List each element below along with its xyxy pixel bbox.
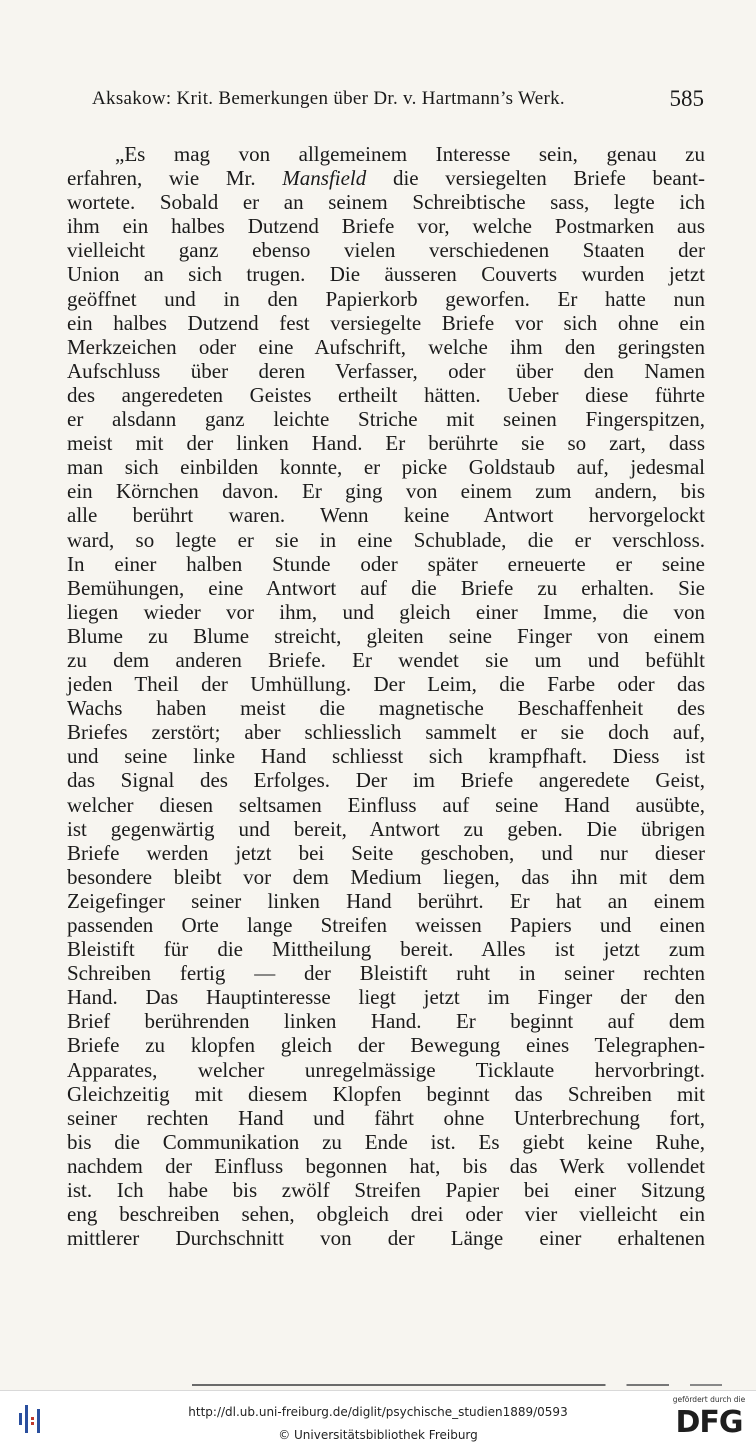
text-segment: die versiegelten Briefe beant- (366, 166, 705, 191)
text-line: das Signal des Erfolges. Der im Briefe angeredete Geist, (67, 768, 705, 793)
page-number: 585 (669, 86, 704, 111)
text-line: Merkzeichen oder eine Aufschrift, welche ihm den geringsten (67, 334, 705, 359)
permalink-url[interactable]: http://dl.ub.uni-freiburg.de/diglit/psychische_studien1889/0593 (188, 1405, 568, 1419)
text-line: Briefes zerstört; aber schliesslich sammelt er sie doch auf, (67, 720, 705, 745)
dfg-logo-icon (670, 1395, 748, 1445)
text-line: Aufschluss über deren Verfasser, oder über den Namen (67, 358, 705, 383)
text-line: besondere bleibt vor dem Medium liegen, das ihn mit dem (67, 864, 705, 889)
text-line: jeden Theil der Umhüllung. Der Leim, die Farbe oder das (67, 672, 705, 697)
text-line: alle berührt waren. Wenn keine Antwort hervorgelockt (67, 503, 705, 528)
viewer-footer (0, 1390, 756, 1449)
dfg-mark: DFG (675, 1405, 743, 1440)
text-line: ward, so legte er sie in eine Schublade, die er verschloss. (67, 527, 705, 552)
text-line: passenden Orte lange Streifen weissen Papiers und einen (67, 913, 705, 937)
text-line: ein Körnchen davon. Er ging von einem zum andern, bis (67, 479, 705, 504)
text-line: liegen wieder vor ihm, und gleich einer Imme, die von (67, 599, 705, 624)
text-line: Gleichzeitig mit diesem Klopfen beginnt das Schreiben mit (67, 1081, 705, 1106)
text-line: ein halbes Dutzend fest versiegelte Briefe vor sich ohne ein (67, 310, 705, 335)
text-segment: erfahren, wie Mr. (67, 166, 283, 191)
text-line: Apparates, welcher unregelmässige Ticklaute hervorbringt. (67, 1057, 705, 1082)
text-line: Bleistift für die Mittheilung bereit. Alles ist jetzt zum (67, 937, 705, 962)
text-line: und seine linke Hand schliesst sich krampfhaft. Diess ist (67, 744, 705, 769)
text-line: zu dem anderen Briefe. Er wendet sie um und befühlt (67, 647, 705, 672)
text-line: Schreiben fertig — der Bleistift ruht in seiner rechten (67, 961, 705, 986)
copyright-notice: © Universitätsbibliothek Freiburg (278, 1428, 478, 1442)
body-text (67, 142, 705, 1250)
text-line (67, 166, 705, 190)
text-line: „Es mag von allgemeinem Interesse sein, genau zu (115, 142, 705, 166)
dfg-caption: gefördert durch die (672, 1395, 746, 1404)
text-line: Wachs haben meist die magnetische Beschaffenheit des (67, 696, 705, 721)
text-line: ihm ein halbes Dutzend Briefe vor, welche Postmarken aus (67, 214, 705, 239)
text-line: In einer halben Stunde oder später erneuerte er seine (67, 551, 705, 576)
text-line: geöffnet und in den Papierkorb geworfen. Er hatte nun (67, 286, 705, 311)
text-line: mittlerer Durchschnitt von der Länge einer erhaltenen (67, 1226, 705, 1251)
text-line: wortete. Sobald er an seinem Schreibtische sass, legte ich (67, 190, 705, 215)
text-line: Briefe zu klopfen gleich der Bewegung eines Telegraphen- (67, 1033, 705, 1058)
text-line: Bemühungen, eine Antwort auf die Briefe zu erhalten. Sie (67, 575, 705, 600)
text-line: eng beschreiben sehen, obgleich drei oder vier vielleicht ein (67, 1202, 705, 1227)
text-line: welcher diesen seltsamen Einfluss auf seine Hand ausübte, (67, 792, 705, 817)
page-bottom-rule (192, 1384, 722, 1386)
text-line: er alsdann ganz leichte Striche mit seinen Fingerspitzen, (67, 407, 705, 432)
text-line: Hand. Das Hauptinteresse liegt jetzt im Finger der den (67, 985, 705, 1010)
text-line: nachdem der Einfluss begonnen hat, bis das Werk vollendet (67, 1153, 705, 1178)
text-line: Brief berührenden linken Hand. Er beginnt auf dem (67, 1009, 705, 1034)
text-line: ist gegenwärtig und bereit, Antwort zu geben. Die übrigen (67, 816, 705, 841)
text-line: vielleicht ganz ebenso vielen verschiedenen Staaten der (67, 238, 705, 263)
text-line: Union an sich trugen. Die äusseren Couverts wurden jetzt (67, 262, 705, 287)
text-line: man sich einbilden konnte, er picke Goldstaub auf, jedesmal (67, 455, 705, 480)
italic-name: Mansfield (282, 166, 367, 191)
running-head: Aksakow: Krit. Bemerkungen über Dr. v. Hartmann’s Werk. (92, 88, 565, 109)
text-line: seiner rechten Hand und fährt ohne Unterbrechung fort, (67, 1105, 705, 1130)
text-line: meist mit der linken Hand. Er berührte sie so zart, dass (67, 431, 705, 456)
text-line: des angeredeten Geistes ertheilt hätten. Ueber diese führte (67, 382, 705, 407)
text-line: bis die Communikation zu Ende ist. Es giebt keine Ruhe, (67, 1129, 705, 1154)
text-line: Blume zu Blume streicht, gleiten seine Finger von einem (67, 623, 705, 648)
text-line: Zeigefinger seiner linken Hand berührt. Er hat an einem (67, 888, 705, 913)
text-line: Briefe werden jetzt bei Seite geschoben, und nur dieser (67, 840, 705, 865)
text-line: ist. Ich habe bis zwölf Streifen Papier bei einer Sitzung (67, 1178, 705, 1203)
